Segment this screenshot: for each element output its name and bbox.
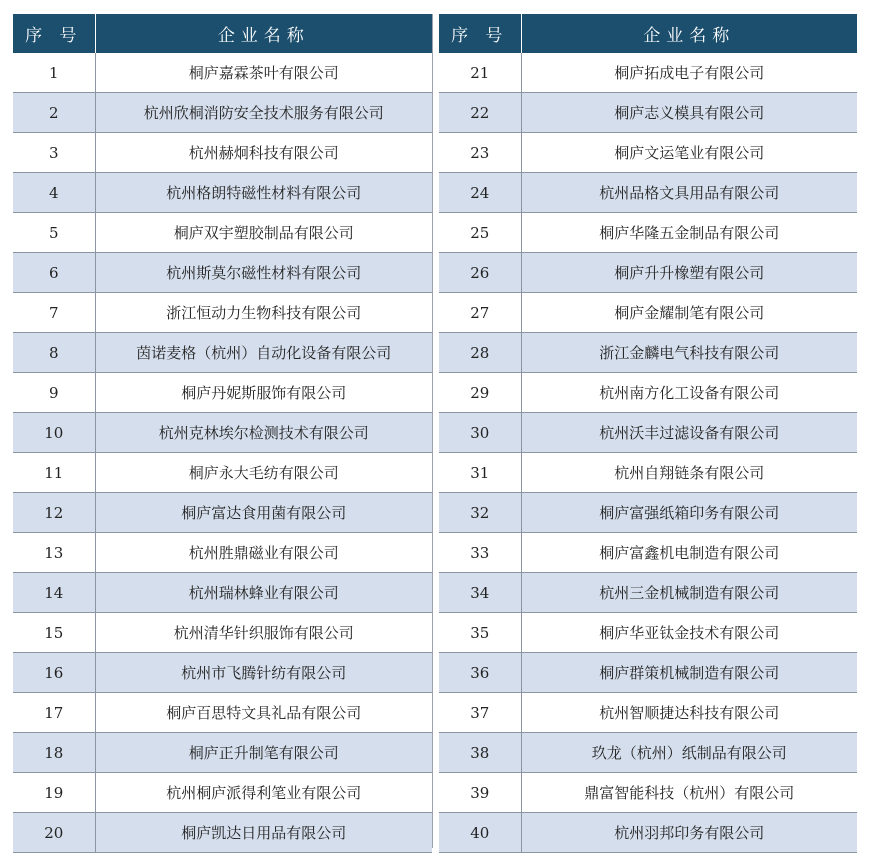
company-name: 杭州品格文具用品有限公司 [521, 173, 857, 213]
company-name: 杭州羽邦印务有限公司 [521, 813, 857, 853]
row-number: 4 [13, 173, 95, 213]
table-row [439, 453, 857, 493]
table-row [13, 493, 432, 533]
table-row [13, 573, 432, 613]
company-name: 桐庐丹妮斯服饰有限公司 [95, 373, 432, 413]
table-row [439, 493, 857, 533]
row-number: 19 [13, 773, 95, 813]
row-number: 8 [13, 333, 95, 373]
row-number: 24 [439, 173, 521, 213]
row-number: 3 [13, 133, 95, 173]
table-header-row [13, 14, 432, 53]
row-number: 28 [439, 333, 521, 373]
row-number: 27 [439, 293, 521, 333]
table-row [13, 613, 432, 653]
company-name: 桐庐拓成电子有限公司 [521, 53, 857, 93]
company-name: 桐庐华亚钛金技术有限公司 [521, 613, 857, 653]
row-number: 18 [13, 733, 95, 773]
company-name: 玖龙（杭州）纸制品有限公司 [521, 733, 857, 773]
company-name: 桐庐金耀制笔有限公司 [521, 293, 857, 333]
row-number: 20 [13, 813, 95, 853]
company-name: 杭州格朗特磁性材料有限公司 [95, 173, 432, 213]
table-row [439, 773, 857, 813]
table-row [13, 813, 432, 853]
row-number: 39 [439, 773, 521, 813]
row-number: 13 [13, 533, 95, 573]
row-number: 7 [13, 293, 95, 333]
company-name: 杭州智顺捷达科技有限公司 [521, 693, 857, 733]
table-header-row [439, 14, 857, 53]
table-row [439, 413, 857, 453]
company-name: 杭州克林埃尔检测技术有限公司 [95, 413, 432, 453]
header-no: 序 号 [13, 14, 95, 53]
table-row [439, 173, 857, 213]
table-row [439, 693, 857, 733]
row-number: 32 [439, 493, 521, 533]
company-name: 桐庐富强纸箱印务有限公司 [521, 493, 857, 533]
company-name: 杭州斯莫尔磁性材料有限公司 [95, 253, 432, 293]
table-row [439, 613, 857, 653]
table-row [13, 533, 432, 573]
table-row [13, 173, 432, 213]
table-row [439, 133, 857, 173]
column-divider [432, 14, 433, 848]
row-number: 15 [13, 613, 95, 653]
header-name: 企业名称 [95, 14, 432, 53]
company-name: 桐庐华隆五金制品有限公司 [521, 213, 857, 253]
company-name: 杭州市飞腾针纺有限公司 [95, 653, 432, 693]
company-name: 鼎富智能科技（杭州）有限公司 [521, 773, 857, 813]
row-number: 17 [13, 693, 95, 733]
table-row [13, 653, 432, 693]
table-row [439, 253, 857, 293]
row-number: 29 [439, 373, 521, 413]
company-name: 桐庐双宇塑胶制品有限公司 [95, 213, 432, 253]
row-number: 38 [439, 733, 521, 773]
row-number: 40 [439, 813, 521, 853]
row-number: 37 [439, 693, 521, 733]
table-row [439, 373, 857, 413]
table-row [13, 213, 432, 253]
company-name: 桐庐正升制笔有限公司 [95, 733, 432, 773]
company-name: 杭州南方化工设备有限公司 [521, 373, 857, 413]
table-row [439, 813, 857, 853]
table-row [13, 693, 432, 733]
table-row [13, 453, 432, 493]
company-name: 桐庐群策机械制造有限公司 [521, 653, 857, 693]
company-name: 桐庐永大毛纺有限公司 [95, 453, 432, 493]
company-name: 杭州赫炯科技有限公司 [95, 133, 432, 173]
row-number: 5 [13, 213, 95, 253]
row-number: 33 [439, 533, 521, 573]
table-row [439, 533, 857, 573]
company-name: 桐庐凯达日用品有限公司 [95, 813, 432, 853]
company-table-right [439, 14, 857, 853]
row-number: 25 [439, 213, 521, 253]
company-name: 杭州桐庐派得利笔业有限公司 [95, 773, 432, 813]
table-row [13, 373, 432, 413]
table-row [13, 733, 432, 773]
company-name: 桐庐嘉霖茶叶有限公司 [95, 53, 432, 93]
table-row [439, 333, 857, 373]
header-no: 序 号 [439, 14, 521, 53]
row-number: 10 [13, 413, 95, 453]
company-name: 桐庐富达食用菌有限公司 [95, 493, 432, 533]
company-name: 浙江金麟电气科技有限公司 [521, 333, 857, 373]
table-row [439, 213, 857, 253]
table-row [439, 573, 857, 613]
table-row [13, 53, 432, 93]
table-row [13, 773, 432, 813]
company-name: 杭州胜鼎磁业有限公司 [95, 533, 432, 573]
row-number: 23 [439, 133, 521, 173]
row-number: 30 [439, 413, 521, 453]
company-name: 杭州欣桐消防安全技术服务有限公司 [95, 93, 432, 133]
company-name: 杭州瑞林蜂业有限公司 [95, 573, 432, 613]
row-number: 31 [439, 453, 521, 493]
header-name: 企业名称 [521, 14, 857, 53]
row-number: 2 [13, 93, 95, 133]
table-row [439, 93, 857, 133]
row-number: 26 [439, 253, 521, 293]
row-number: 16 [13, 653, 95, 693]
row-number: 6 [13, 253, 95, 293]
company-name: 桐庐升升橡塑有限公司 [521, 253, 857, 293]
row-number: 12 [13, 493, 95, 533]
company-name: 浙江恒动力生物科技有限公司 [95, 293, 432, 333]
company-name: 杭州沃丰过滤设备有限公司 [521, 413, 857, 453]
table-row [13, 293, 432, 333]
row-number: 21 [439, 53, 521, 93]
table-row [439, 53, 857, 93]
row-number: 1 [13, 53, 95, 93]
table-row [13, 333, 432, 373]
table-row [13, 413, 432, 453]
row-number: 14 [13, 573, 95, 613]
company-name: 桐庐文运笔业有限公司 [521, 133, 857, 173]
row-number: 34 [439, 573, 521, 613]
row-number: 36 [439, 653, 521, 693]
company-table-left [13, 14, 432, 853]
table-row [439, 293, 857, 333]
company-name: 桐庐志义模具有限公司 [521, 93, 857, 133]
company-name: 杭州清华针织服饰有限公司 [95, 613, 432, 653]
company-name: 茵诺麦格（杭州）自动化设备有限公司 [95, 333, 432, 373]
table-row [439, 733, 857, 773]
row-number: 22 [439, 93, 521, 133]
row-number: 11 [13, 453, 95, 493]
company-name: 桐庐富鑫机电制造有限公司 [521, 533, 857, 573]
company-name: 杭州自翔链条有限公司 [521, 453, 857, 493]
table-row [13, 253, 432, 293]
row-number: 35 [439, 613, 521, 653]
company-name: 桐庐百思特文具礼品有限公司 [95, 693, 432, 733]
company-name: 杭州三金机械制造有限公司 [521, 573, 857, 613]
row-number: 9 [13, 373, 95, 413]
table-row [439, 653, 857, 693]
table-row [13, 93, 432, 133]
table-row [13, 133, 432, 173]
